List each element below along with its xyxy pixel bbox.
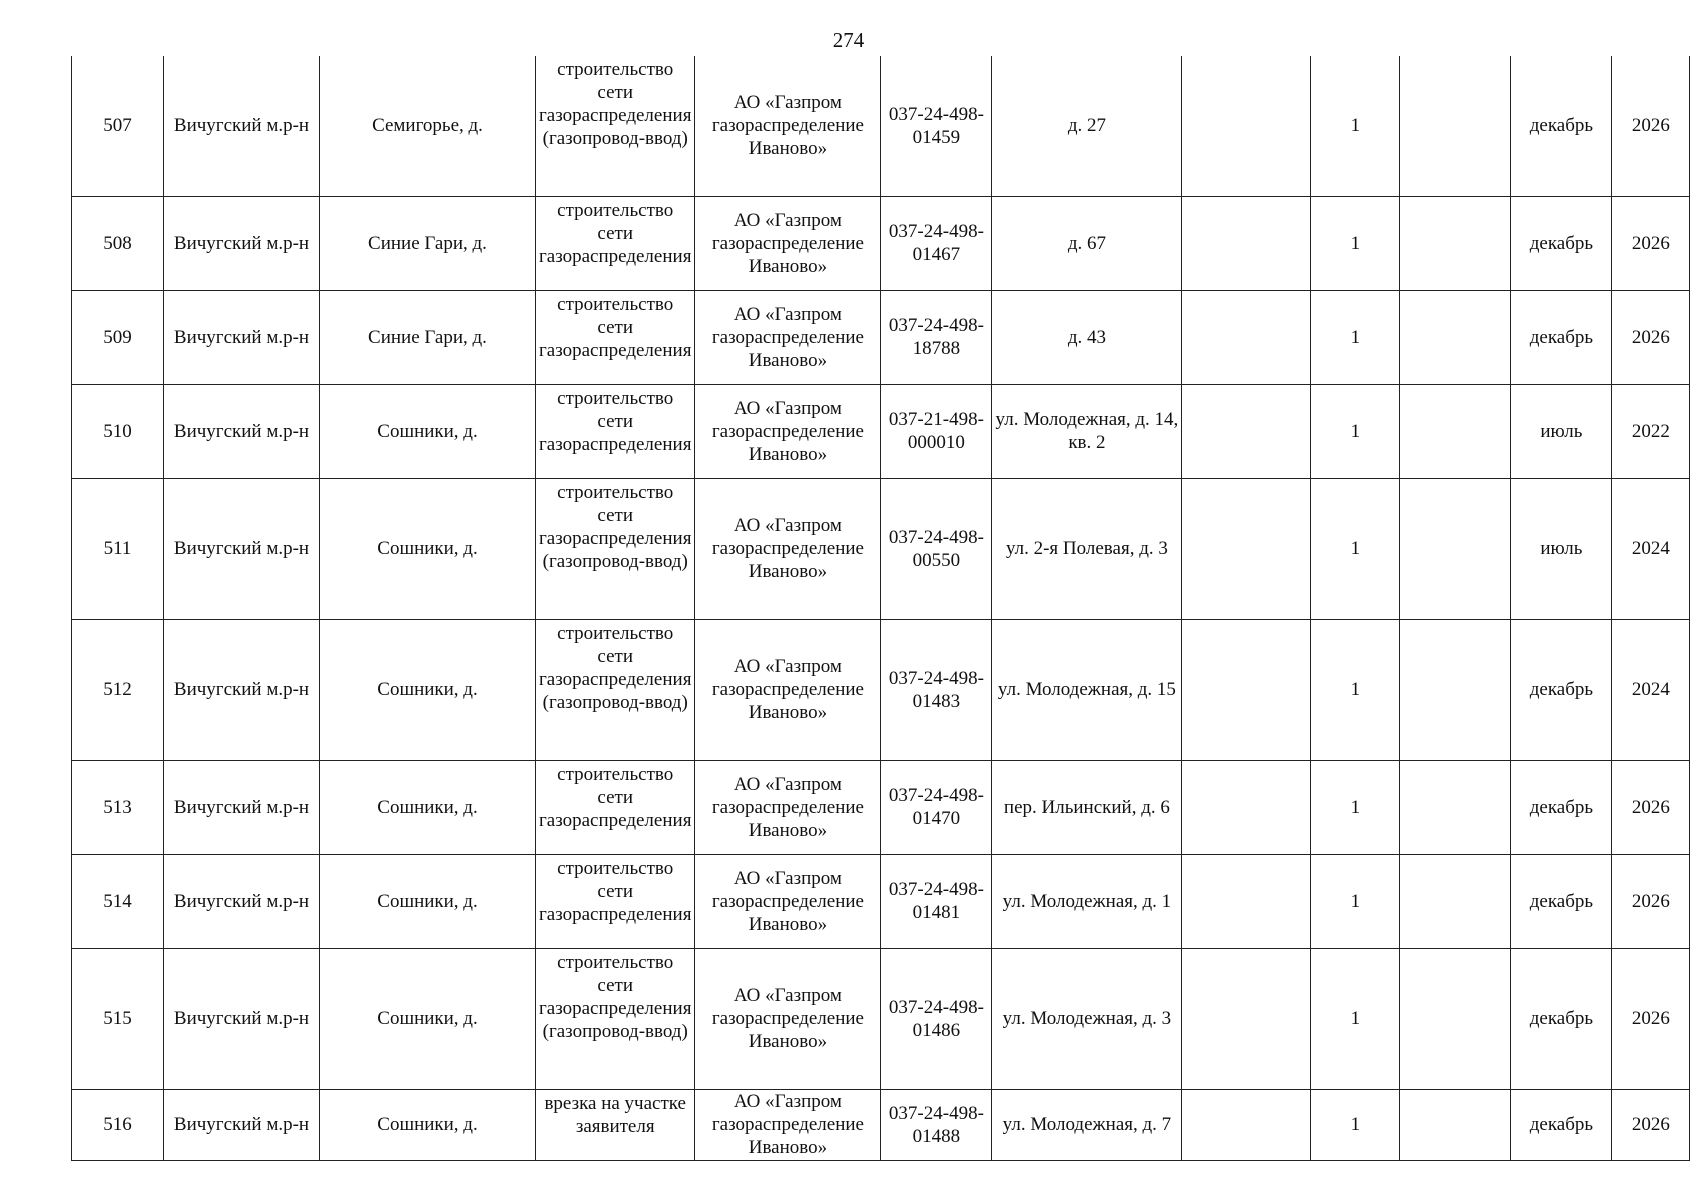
row-number: 509 <box>72 290 164 384</box>
month-cell: декабрь <box>1511 196 1612 290</box>
year-cell: 2026 <box>1612 854 1690 948</box>
address-cell: д. 43 <box>992 290 1182 384</box>
month-cell: декабрь <box>1511 1089 1612 1160</box>
settlement-cell: Синие Гари, д. <box>320 290 536 384</box>
settlement-cell: Синие Гари, д. <box>320 196 536 290</box>
quantity-cell: 1 <box>1311 290 1400 384</box>
organization-cell: АО «Газпром газораспределение Иваново» <box>695 384 881 478</box>
page-number: 274 <box>832 28 865 52</box>
row-number: 510 <box>72 384 164 478</box>
quantity-cell: 1 <box>1311 948 1400 1089</box>
month-cell: декабрь <box>1511 760 1612 854</box>
empty-cell <box>1400 478 1511 619</box>
year-cell: 2022 <box>1612 384 1690 478</box>
work-type-cell: строительство сети газораспределения (газопровод-ввод) <box>536 56 695 196</box>
month-cell: июль <box>1511 478 1612 619</box>
year-cell: 2024 <box>1612 478 1690 619</box>
empty-cell <box>1400 948 1511 1089</box>
table-row <box>72 760 1690 854</box>
quantity-cell: 1 <box>1311 760 1400 854</box>
organization-cell: АО «Газпром газораспределение Иваново» <box>695 196 881 290</box>
contract-number-cell: 037-24-498-00550 <box>881 478 992 619</box>
district-cell: Вичугский м.р-н <box>164 196 320 290</box>
row-number: 514 <box>72 854 164 948</box>
month-cell: декабрь <box>1511 948 1612 1089</box>
contract-number-cell: 037-24-498-01467 <box>881 196 992 290</box>
table-row <box>72 854 1690 948</box>
contract-number-cell: 037-24-498-01483 <box>881 619 992 760</box>
work-type-cell: строительство сети газораспределения <box>536 196 695 290</box>
organization-cell: АО «Газпром газораспределение Иваново» <box>695 1089 881 1160</box>
district-cell: Вичугский м.р-н <box>164 478 320 619</box>
quantity-cell: 1 <box>1311 478 1400 619</box>
year-cell: 2026 <box>1612 760 1690 854</box>
table-row <box>72 948 1690 1089</box>
district-cell: Вичугский м.р-н <box>164 948 320 1089</box>
address-cell: ул. Молодежная, д. 14, кв. 2 <box>992 384 1182 478</box>
empty-cell <box>1400 854 1511 948</box>
row-number: 513 <box>72 760 164 854</box>
empty-cell <box>1400 56 1511 196</box>
empty-cell <box>1182 1089 1311 1160</box>
table-row <box>72 619 1690 760</box>
district-cell: Вичугский м.р-н <box>164 760 320 854</box>
contract-number-cell: 037-24-498-01488 <box>881 1089 992 1160</box>
settlement-cell: Сошники, д. <box>320 478 536 619</box>
row-number: 507 <box>72 56 164 196</box>
year-cell: 2026 <box>1612 1089 1690 1160</box>
empty-cell <box>1400 760 1511 854</box>
settlement-cell: Сошники, д. <box>320 948 536 1089</box>
organization-cell: АО «Газпром газораспределение Иваново» <box>695 760 881 854</box>
organization-cell: АО «Газпром газораспределение Иваново» <box>695 56 881 196</box>
year-cell: 2026 <box>1612 56 1690 196</box>
district-cell: Вичугский м.р-н <box>164 290 320 384</box>
address-cell: ул. 2-я Полевая, д. 3 <box>992 478 1182 619</box>
month-cell: июль <box>1511 384 1612 478</box>
district-cell: Вичугский м.р-н <box>164 384 320 478</box>
organization-cell: АО «Газпром газораспределение Иваново» <box>695 948 881 1089</box>
year-cell: 2024 <box>1612 619 1690 760</box>
district-cell: Вичугский м.р-н <box>164 1089 320 1160</box>
month-cell: декабрь <box>1511 854 1612 948</box>
contract-number-cell: 037-24-498-01486 <box>881 948 992 1089</box>
settlement-cell: Сошники, д. <box>320 619 536 760</box>
work-type-cell: строительство сети газораспределения <box>536 290 695 384</box>
quantity-cell: 1 <box>1311 384 1400 478</box>
settlement-cell: Сошники, д. <box>320 1089 536 1160</box>
organization-cell: АО «Газпром газораспределение Иваново» <box>695 619 881 760</box>
empty-cell <box>1182 619 1311 760</box>
row-number: 508 <box>72 196 164 290</box>
table-row <box>72 478 1690 619</box>
contract-number-cell: 037-24-498-18788 <box>881 290 992 384</box>
table-row <box>72 196 1690 290</box>
settlement-cell: Сошники, д. <box>320 384 536 478</box>
month-cell: декабрь <box>1511 56 1612 196</box>
organization-cell: АО «Газпром газораспределение Иваново» <box>695 478 881 619</box>
empty-cell <box>1182 478 1311 619</box>
address-cell: д. 67 <box>992 196 1182 290</box>
contract-number-cell: 037-24-498-01459 <box>881 56 992 196</box>
contract-number-cell: 037-24-498-01481 <box>881 854 992 948</box>
quantity-cell: 1 <box>1311 56 1400 196</box>
settlement-cell: Сошники, д. <box>320 854 536 948</box>
empty-cell <box>1182 760 1311 854</box>
work-type-cell: строительство сети газораспределения (газопровод-ввод) <box>536 478 695 619</box>
table-row <box>72 384 1690 478</box>
row-number: 511 <box>72 478 164 619</box>
work-type-cell: врезка на участке заявителя <box>536 1089 695 1160</box>
quantity-cell: 1 <box>1311 854 1400 948</box>
settlement-cell: Семигорье, д. <box>320 56 536 196</box>
work-type-cell: строительство сети газораспределения <box>536 384 695 478</box>
work-type-cell: строительство сети газораспределения (газопровод-ввод) <box>536 948 695 1089</box>
empty-cell <box>1400 196 1511 290</box>
empty-cell <box>1182 854 1311 948</box>
address-cell: пер. Ильинский, д. 6 <box>992 760 1182 854</box>
table-row <box>72 1089 1690 1160</box>
settlement-cell: Сошники, д. <box>320 760 536 854</box>
empty-cell <box>1400 290 1511 384</box>
empty-cell <box>1182 290 1311 384</box>
row-number: 515 <box>72 948 164 1089</box>
year-cell: 2026 <box>1612 290 1690 384</box>
document-table <box>71 56 1690 1161</box>
table-row <box>72 56 1690 196</box>
quantity-cell: 1 <box>1311 619 1400 760</box>
empty-cell <box>1182 56 1311 196</box>
year-cell: 2026 <box>1612 948 1690 1089</box>
district-cell: Вичугский м.р-н <box>164 854 320 948</box>
empty-cell <box>1400 619 1511 760</box>
work-type-cell: строительство сети газораспределения (газопровод-ввод) <box>536 619 695 760</box>
work-type-cell: строительство сети газораспределения <box>536 854 695 948</box>
empty-cell <box>1182 196 1311 290</box>
work-type-cell: строительство сети газораспределения <box>536 760 695 854</box>
row-number: 516 <box>72 1089 164 1160</box>
address-cell: ул. Молодежная, д. 1 <box>992 854 1182 948</box>
empty-cell <box>1400 384 1511 478</box>
empty-cell <box>1182 948 1311 1089</box>
district-cell: Вичугский м.р-н <box>164 619 320 760</box>
month-cell: декабрь <box>1511 619 1612 760</box>
contract-number-cell: 037-24-498-01470 <box>881 760 992 854</box>
quantity-cell: 1 <box>1311 196 1400 290</box>
contract-number-cell: 037-21-498-000010 <box>881 384 992 478</box>
empty-cell <box>1400 1089 1511 1160</box>
address-cell: ул. Молодежная, д. 7 <box>992 1089 1182 1160</box>
address-cell: д. 27 <box>992 56 1182 196</box>
row-number: 512 <box>72 619 164 760</box>
district-cell: Вичугский м.р-н <box>164 56 320 196</box>
organization-cell: АО «Газпром газораспределение Иваново» <box>695 290 881 384</box>
year-cell: 2026 <box>1612 196 1690 290</box>
organization-cell: АО «Газпром газораспределение Иваново» <box>695 854 881 948</box>
address-cell: ул. Молодежная, д. 3 <box>992 948 1182 1089</box>
table-row <box>72 290 1690 384</box>
quantity-cell: 1 <box>1311 1089 1400 1160</box>
address-cell: ул. Молодежная, д. 15 <box>992 619 1182 760</box>
month-cell: декабрь <box>1511 290 1612 384</box>
empty-cell <box>1182 384 1311 478</box>
